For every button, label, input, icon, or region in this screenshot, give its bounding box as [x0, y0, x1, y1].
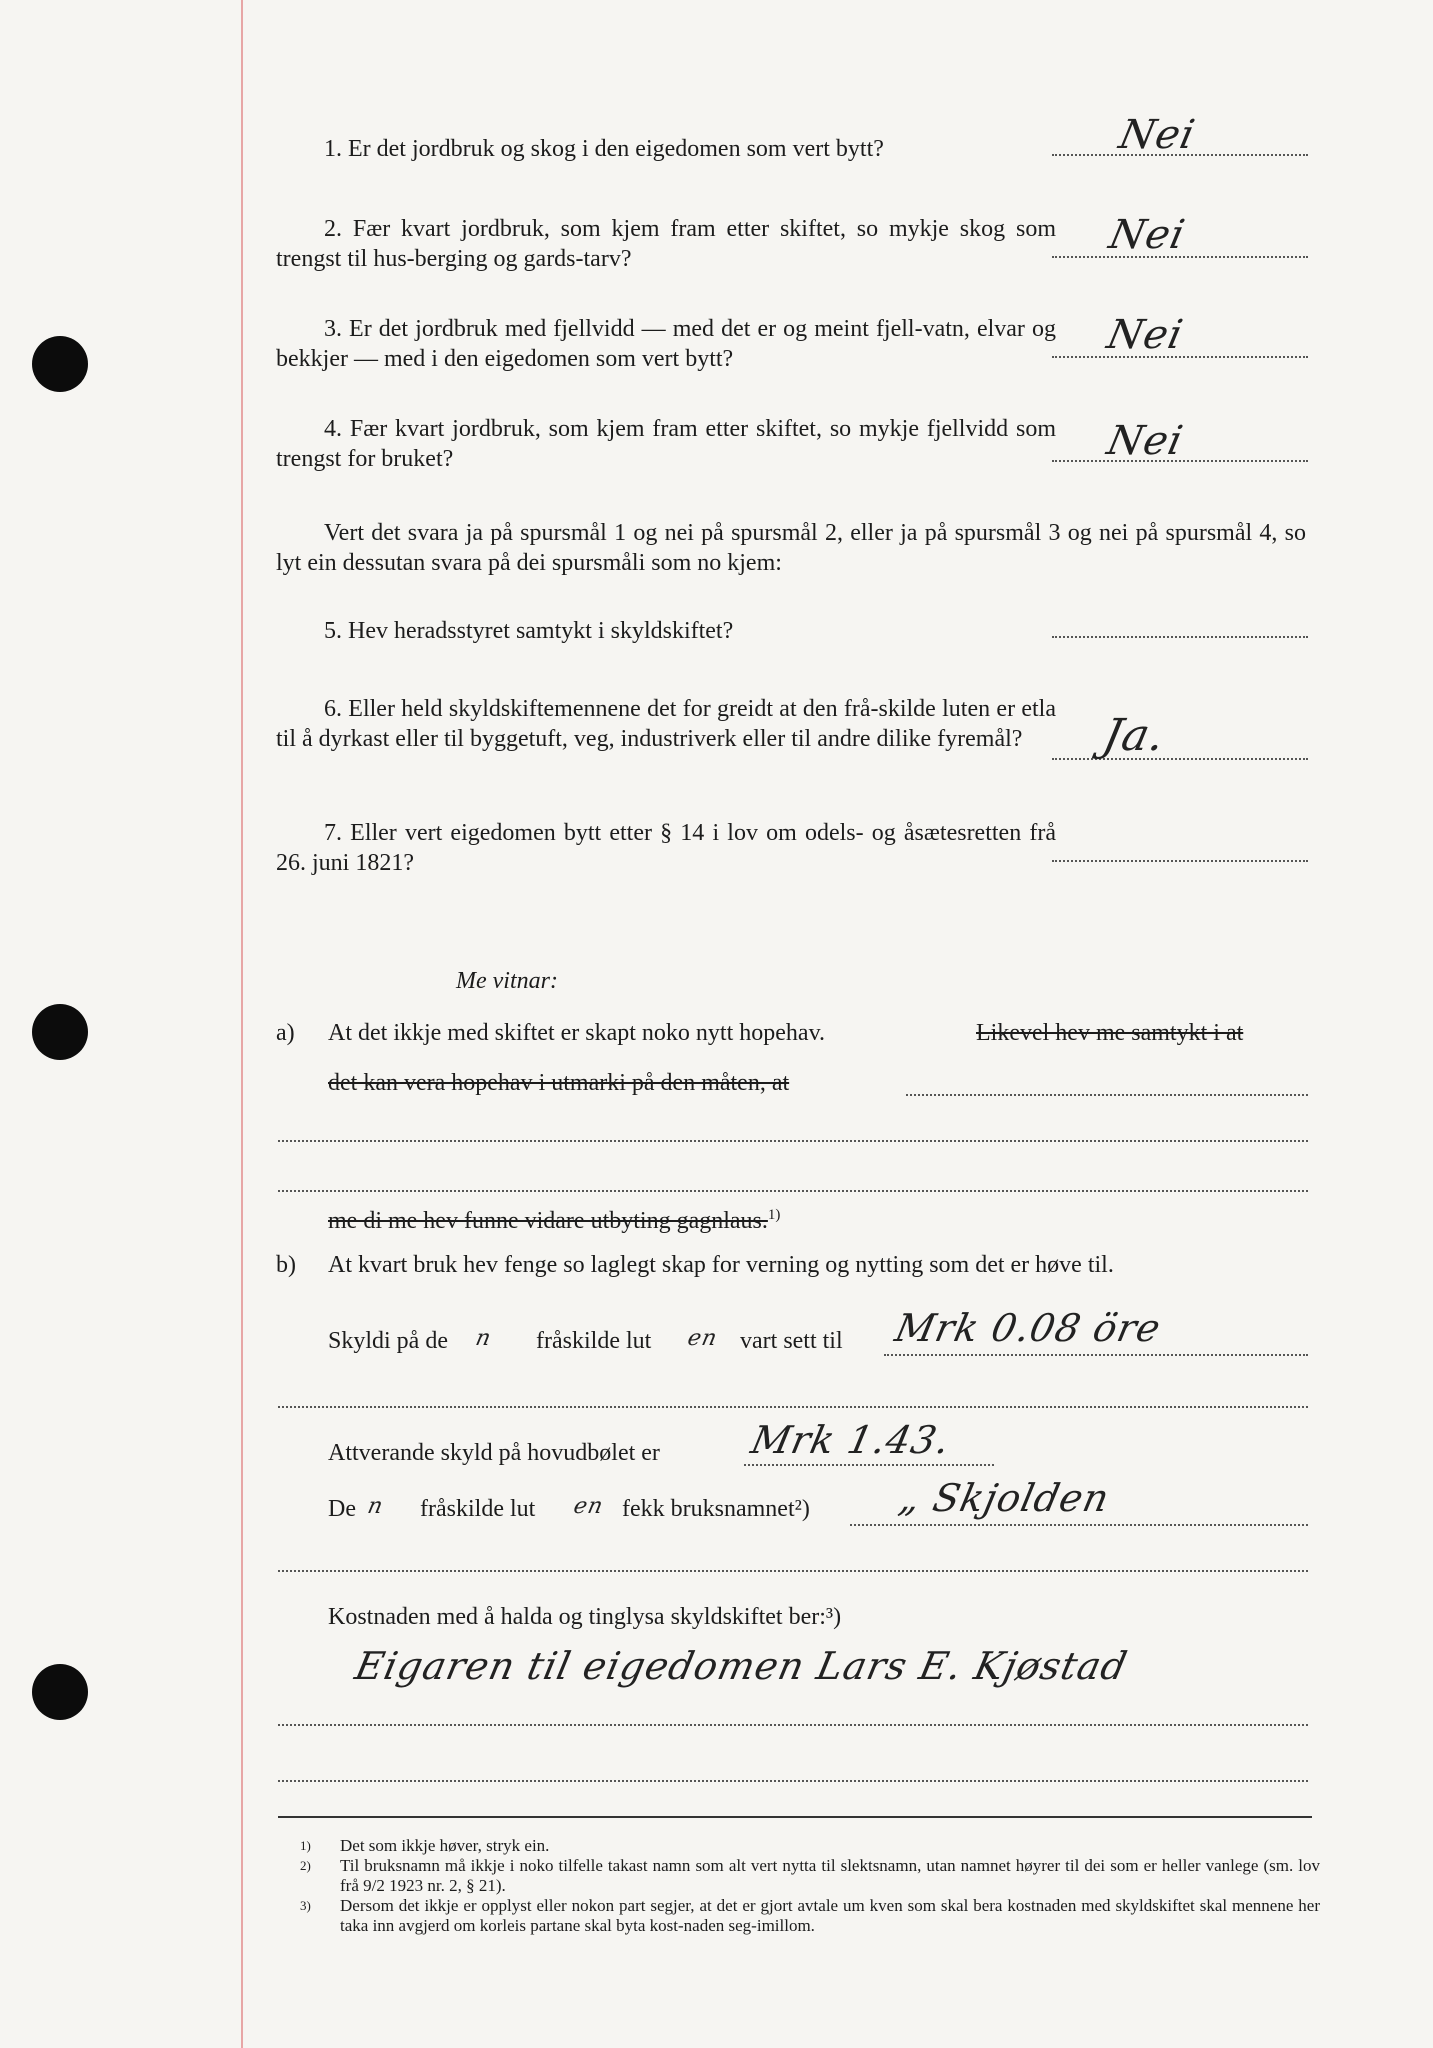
bruksnamn-label-1: De [328, 1496, 356, 1522]
dotted-line [278, 1138, 1308, 1142]
dotted-line [278, 1568, 1308, 1572]
dotted-line [744, 1462, 994, 1466]
conditional-paragraph: Vert det svara ja på spursmål 1 og nei på spursmål 2, eller ja på spursmål 3 og nei på spursmål 4, so lyt ein dessutan svara på dei spursmåli som no kjem: [276, 520, 1306, 576]
answer-line-4 [1052, 458, 1308, 462]
question-5: 5. Hev heradsstyret samtykt i skyldskiftet? [324, 618, 734, 644]
footnote-mark: 1) [300, 1838, 311, 1853]
footnote-2 [300, 1856, 1320, 1896]
item-b-text: At kvart bruk hev fenge so laglegt skap for verning og nytting som det er høve til. [328, 1252, 1114, 1278]
footnote-text: Det som ikkje høver, stryk ein. [340, 1836, 550, 1855]
answer-line-6 [1052, 756, 1308, 760]
bruksnamn-value: „ Skjolden [895, 1476, 1114, 1520]
witness-heading: Me vitnar: [456, 968, 558, 994]
skyld-handwritten-2: en [685, 1326, 720, 1351]
footnote-mark: 2) [300, 1858, 311, 1873]
footnote-1 [300, 1836, 1320, 1856]
bruksnamn-label-3: fekk bruksnamnet²) [622, 1496, 810, 1522]
question-7: 7. Eller vert eigedomen bytt etter § 14 i lov om odels- og åsætesretten frå 26. juni 1821? [276, 820, 1056, 876]
answer-2: Nei [1105, 212, 1190, 258]
dotted-line [278, 1722, 1308, 1726]
answer-line-5 [1052, 634, 1308, 638]
item-a-struck-1: Likevel hev me samtykt i at [976, 1020, 1244, 1046]
dotted-line [906, 1092, 1308, 1096]
footnote-ref-1: 1) [767, 1207, 781, 1223]
question-3: 3. Er det jordbruk med fjellvidd — med det er og meint fjell-vatn, elvar og bekkjer — med i den eigedomen som vert bytt? [276, 316, 1056, 372]
kostnad-value: Eigaren til eigedomen Lars E. Kjøstad [351, 1644, 1132, 1688]
item-a-struck-2: det kan vera hopehav i utmarki på den måten, at [328, 1070, 790, 1096]
dotted-line [278, 1778, 1308, 1782]
item-a-struck-3: me di me hev funne vidare utbyting gagnlaus. [328, 1208, 768, 1234]
attverande-label: Attverande skyld på hovudbølet er [328, 1440, 660, 1466]
skyld-label-2: fråskilde lut [536, 1328, 652, 1354]
bruksnamn-handwritten-1: n [365, 1494, 386, 1519]
question-4: 4. Fær kvart jordbruk, som kjem fram etter skiftet, so mykje fjellvidd som trengst for bruket? [276, 416, 1056, 472]
footnote-text: Til bruksnamn må ikkje i noko tilfelle takast namn som alt vert nytta til slektsnamn, utan namnet høyrer til dei som er heller vanlege (sm. lov frå 9/2 1923 nr. 2, § 21). [340, 1856, 1320, 1895]
footnote-3 [300, 1896, 1320, 1936]
skyld-handwritten-1: n [473, 1326, 494, 1351]
kostnad-label: Kostnaden med å halda og tinglysa skyldskiftet ber:³) [328, 1604, 842, 1630]
skyld-value: Mrk 0.08 öre [891, 1306, 1166, 1350]
footnote-text: Dersom det ikkje er opplyst eller nokon part segjer, at det er gjort avtale um kven som skal bera kostnaden med skyldskiftet skal mennene her taka inn avgjerd om korleis partane skal byta kost-naden seg-imillom. [340, 1896, 1320, 1935]
question-6: 6. Eller held skyldskiftemennene det for greidt at den frå-skilde luten er etla til å dyrkast eller til byggetuft, veg, industriverk eller til andre dilike fyremål? [276, 696, 1056, 752]
dotted-line [884, 1352, 1308, 1356]
bruksnamn-label-2: fråskilde lut [420, 1496, 536, 1522]
skyld-label-3: vart sett til [740, 1328, 843, 1354]
answer-4: Nei [1103, 418, 1188, 464]
footnotes [300, 1836, 1320, 1936]
item-a-label: a) [276, 1020, 295, 1046]
footnote-mark: 3) [300, 1898, 311, 1913]
answer-line-3 [1052, 354, 1308, 358]
question-2: 2. Fær kvart jordbruk, som kjem fram etter skiftet, so mykje skog som trengst til hus-berging og gards-tarv? [276, 216, 1056, 272]
skyld-label-1: Skyldi på de [328, 1328, 448, 1354]
punch-hole [32, 1664, 88, 1720]
dotted-line [278, 1404, 1308, 1408]
red-margin-line [241, 0, 243, 2048]
question-1: 1. Er det jordbruk og skog i den eigedomen som vert bytt? [324, 136, 884, 162]
answer-3: Nei [1103, 312, 1188, 358]
answer-1: Nei [1115, 112, 1200, 158]
bruksnamn-handwritten-2: en [571, 1494, 606, 1519]
punch-hole [32, 1004, 88, 1060]
footnote-separator [278, 1816, 1312, 1818]
item-a-text: At det ikkje med skiftet er skapt noko nytt hopehav. [328, 1020, 826, 1046]
item-a-struck-3-row [328, 1200, 780, 1236]
answer-6: Ja. [1098, 710, 1171, 761]
answer-line-7 [1052, 858, 1308, 862]
attverande-value: Mrk 1.43. [747, 1418, 955, 1462]
dotted-line [850, 1522, 1308, 1526]
item-b-label: b) [276, 1252, 296, 1278]
dotted-line [278, 1188, 1308, 1192]
punch-hole [32, 336, 88, 392]
